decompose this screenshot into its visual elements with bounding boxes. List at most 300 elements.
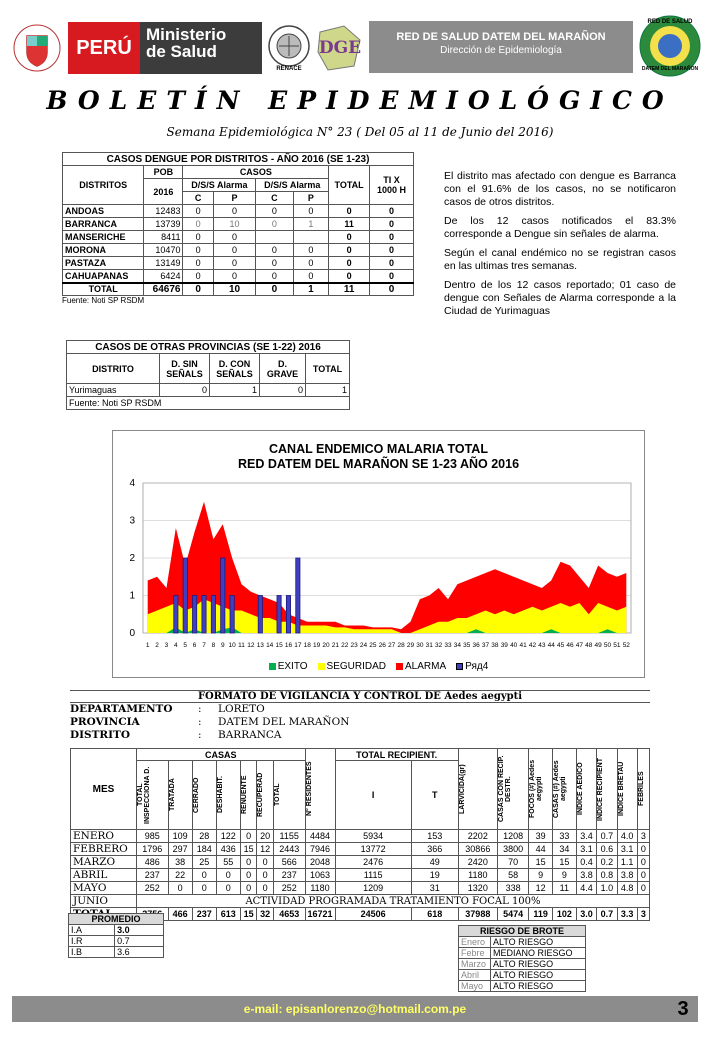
legend-exito-label: EXITO — [277, 661, 308, 672]
dengue-row — [63, 244, 414, 257]
x-tick-label: 49 — [594, 642, 602, 649]
dengue-cell-d: ANDOAS — [63, 205, 144, 218]
h-ti: TI X 1000 H — [370, 166, 414, 205]
dengue-cell-pob: 6424 — [144, 270, 183, 283]
provinces-table — [66, 340, 350, 410]
formato-cell: 2202 — [458, 830, 497, 843]
formato-mes: FEBRERO — [71, 843, 137, 856]
total-c2: 0 — [256, 283, 293, 296]
formato-cell: 0 — [192, 882, 216, 895]
dengue-cell-c2: 0 — [256, 244, 293, 257]
h-p1: P — [213, 192, 256, 205]
prov-source: Fuente: Noti SP RSDM — [67, 397, 350, 410]
formato-total-cell: 16721 — [305, 908, 335, 921]
x-tick-label: 16 — [284, 642, 293, 649]
formato-cell: 0 — [216, 882, 240, 895]
dengue-cell-pob: 8411 — [144, 231, 183, 244]
peru-brand: PERÚ — [68, 22, 140, 74]
formato-total-cell: 613 — [216, 908, 240, 921]
x-tick-label: 27 — [388, 642, 396, 649]
promedio-row — [69, 925, 164, 936]
footer-bar — [12, 996, 698, 1022]
formato-cell: 0.4 — [576, 856, 596, 869]
x-tick-label: 50 — [603, 642, 612, 649]
x-tick-label: 52 — [622, 642, 630, 649]
riesgo-value: ALTO RIESGO — [491, 981, 586, 992]
promedio-key: I.R — [69, 936, 115, 947]
formato-cell: 3 — [637, 830, 649, 843]
x-tick-label: 30 — [416, 642, 424, 649]
x-tick-label: 39 — [500, 642, 508, 649]
malaria-chart — [113, 471, 644, 661]
x-tick-label: 5 — [183, 642, 188, 649]
h-dss: D/S/S Alarma — [183, 179, 256, 192]
malaria-chart-frame — [112, 430, 645, 678]
total-c1: 0 — [183, 283, 213, 296]
red-datem-logo — [638, 14, 702, 78]
junio-label: JUNIO — [71, 895, 137, 908]
prov-h-dcon: D. CON SEÑALS — [210, 354, 260, 384]
h-total-casas: TOTAL — [273, 783, 281, 807]
formato-cell: 366 — [411, 843, 458, 856]
series-rad4-bar — [211, 596, 215, 634]
x-tick-label: 29 — [406, 642, 415, 649]
x-tick-label: 28 — [397, 642, 405, 649]
formato-total-cell: 4653 — [273, 908, 305, 921]
formato-cell: 3.1 — [617, 843, 637, 856]
dengue-table-title: CASOS DENGUE POR DISTRITOS - AÑO 2016 (SE 1-23) — [63, 153, 414, 166]
h-focos: FOCOS (#) Aedes aegypti — [529, 759, 544, 819]
prov-h-dsin: D. SIN SEÑALS — [160, 354, 210, 384]
total-ti: 0 — [370, 283, 414, 296]
dengue-cell-p2: 1 — [293, 218, 329, 231]
x-tick-label: 42 — [528, 642, 537, 649]
promedio-key: I.B — [69, 947, 115, 958]
riesgo-value: ALTO RIESGO — [491, 970, 586, 981]
formato-row — [71, 830, 650, 843]
prov-h-distrito: DISTRITO — [67, 354, 160, 384]
formato-total-cell: 237 — [192, 908, 216, 921]
formato-row — [71, 869, 650, 882]
formato-cell: 184 — [192, 843, 216, 856]
h-cerrado: CERRADO — [192, 777, 200, 813]
x-tick-label: 46 — [566, 642, 574, 649]
series-rad4-bar — [286, 596, 290, 634]
x-tick-label: 21 — [331, 642, 340, 649]
formato-cell: 0 — [192, 869, 216, 882]
dengue-cell-c2: 0 — [256, 218, 293, 231]
renace-logo — [266, 22, 312, 74]
prov-row-t: 1 — [306, 384, 350, 397]
promedio-value: 3.6 — [115, 947, 164, 958]
dengue-cell-c2: 0 — [256, 257, 293, 270]
x-tick-label: 44 — [547, 642, 555, 649]
dengue-cell-ti: 0 — [370, 244, 414, 257]
dengue-cell-pob: 13739 — [144, 218, 183, 231]
prov-label: PROVINCIA — [70, 716, 140, 728]
riesgo-value: MEDIANO RIESGO — [491, 948, 586, 959]
formato-total-cell: 618 — [411, 908, 458, 921]
series-rad4-bar — [202, 596, 206, 634]
x-tick-label: 10 — [228, 642, 236, 649]
dengue-cell-p1: 0 — [213, 244, 256, 257]
dengue-cell-c1: 0 — [183, 205, 213, 218]
x-tick-label: 15 — [275, 642, 283, 649]
dist-colon: : — [198, 729, 202, 741]
x-tick-label: 40 — [510, 642, 518, 649]
riesgo-month: Marzo — [459, 959, 491, 970]
formato-cell: 985 — [137, 830, 169, 843]
legend-rad4-label: Ряд4 — [465, 661, 489, 672]
dengue-cell-ti: 0 — [370, 231, 414, 244]
formato-total-cell: 119 — [529, 908, 552, 921]
dep-label: DEPARTAMENTO — [70, 703, 173, 715]
red-logo-top: RED DE SALUD — [647, 19, 693, 25]
formato-cell: 55 — [216, 856, 240, 869]
riesgo-row — [459, 937, 586, 948]
x-tick-label: 1 — [145, 642, 150, 649]
h-febriles: FEBRILES — [637, 771, 645, 807]
formato-total-cell: 32 — [257, 908, 274, 921]
dist-label: DISTRITO — [70, 729, 131, 741]
formato-table — [70, 748, 650, 921]
ministerio-line2: de Salud — [146, 42, 217, 61]
formato-cell: 9 — [552, 869, 576, 882]
formato-total-cell: 5474 — [497, 908, 529, 921]
dengue-cell-c2: 0 — [256, 270, 293, 283]
dengue-cell-pob: 12483 — [144, 205, 183, 218]
dengue-cell-d: MORONA — [63, 244, 144, 257]
formato-cell: 3.1 — [576, 843, 596, 856]
total-p1: 10 — [213, 283, 256, 296]
dengue-cell-p1: 0 — [213, 270, 256, 283]
h-distritos: DISTRITOS — [63, 166, 144, 205]
x-tick-label: 4 — [174, 642, 178, 649]
formato-cell: 12 — [257, 843, 274, 856]
total-t: 11 — [329, 283, 370, 296]
h-t: T — [411, 761, 458, 830]
formato-cell: 3.4 — [576, 830, 596, 843]
h-c2: C — [256, 192, 293, 205]
formato-cell: 5934 — [335, 830, 411, 843]
formato-cell: 2476 — [335, 856, 411, 869]
dep-value: LORETO — [218, 703, 265, 715]
dengue-cell-d: BARRANCA — [63, 218, 144, 231]
riesgo-row — [459, 981, 586, 992]
formato-cell: 0.6 — [597, 843, 617, 856]
riesgo-title: RIESGO DE BROTE — [459, 926, 586, 937]
x-tick-label: 14 — [266, 642, 274, 649]
bulletin-title: BOLETÍN EPIDEMIOLÓGICO — [46, 86, 674, 115]
dengue-cell-d: PASTAZA — [63, 257, 144, 270]
dengue-cell-p2 — [293, 231, 329, 244]
x-tick-label: 38 — [491, 642, 499, 649]
dengue-cell-p2: 0 — [293, 205, 329, 218]
renace-label: RENACE — [276, 66, 302, 72]
formato-cell: 237 — [137, 869, 169, 882]
x-tick-label: 8 — [211, 642, 216, 649]
series-rad4-bar — [296, 558, 300, 633]
dengue-cell-d: MANSERICHE — [63, 231, 144, 244]
formato-total-cell: 3 — [637, 908, 649, 921]
formato-cell: 33 — [552, 830, 576, 843]
formato-cell: 1.1 — [617, 856, 637, 869]
series-rad4-bar — [277, 596, 281, 634]
formato-cell: 1796 — [137, 843, 169, 856]
h-casas-aedes: CASAS (#) Aedes aegypti — [552, 760, 567, 818]
formato-cell: 12 — [529, 882, 552, 895]
formato-cell: 3800 — [497, 843, 529, 856]
formato-cell: 0 — [168, 882, 192, 895]
x-tick-label: 18 — [303, 642, 311, 649]
dengue-cell-pob: 13149 — [144, 257, 183, 270]
formato-cell: 0 — [637, 882, 649, 895]
h-recip: TOTAL RECIPIENT. — [335, 749, 458, 761]
h-residentes: N° RESIDENTES — [305, 761, 313, 817]
formato-cell: 9 — [529, 869, 552, 882]
formato-cell: 39 — [529, 830, 552, 843]
dengue-cell-c1: 0 — [183, 257, 213, 270]
y-tick-label: 1 — [129, 590, 135, 602]
formato-cell: 109 — [168, 830, 192, 843]
riesgo-month: Abril — [459, 970, 491, 981]
promedio-row — [69, 936, 164, 947]
promedio-row — [69, 947, 164, 958]
formato-cell: 1180 — [305, 882, 335, 895]
formato-cell: 70 — [497, 856, 529, 869]
formato-cell: 0 — [240, 869, 257, 882]
h-recuperad: RECUPERAD — [257, 772, 265, 818]
h-casos: CASOS — [183, 166, 329, 179]
promedio-value: 3.0 — [115, 925, 164, 936]
dengue-table — [62, 152, 414, 296]
x-tick-label: 17 — [294, 642, 302, 649]
h-deshabit: DESHABIT. — [216, 776, 224, 814]
formato-cell: 252 — [273, 882, 305, 895]
dengue-cell-ti: 0 — [370, 270, 414, 283]
prov-h-dgrave: D. GRAVE — [260, 354, 306, 384]
dengue-source: Fuente: Noti SP RSDM — [62, 296, 145, 305]
formato-cell: 297 — [168, 843, 192, 856]
h-pob-year: 2016 — [144, 179, 183, 205]
red-title: RED DE SALUD DATEM DEL MARAÑON — [396, 31, 606, 43]
dengue-cell-pob: 10470 — [144, 244, 183, 257]
dep-row — [70, 703, 650, 716]
formato-cell: 122 — [216, 830, 240, 843]
ministerio-line1: Ministerio — [146, 25, 227, 44]
formato-cell: 7946 — [305, 843, 335, 856]
formato-cell: 0.8 — [597, 869, 617, 882]
h-casas-recip: CASAS CON RECIP. DESTR. — [497, 755, 512, 823]
x-tick-label: 51 — [613, 642, 621, 649]
x-tick-label: 13 — [256, 642, 264, 649]
junio-text: ACTIVIDAD PROGRAMADA TRATAMIENTO FOCAL 100% — [137, 895, 650, 908]
dengue-cell-c1: 0 — [183, 270, 213, 283]
bulletin-subtitle: Semana Epidemiológica N° 23 ( Del 05 al 11 de Junio del 2016) — [166, 125, 554, 139]
total-p2: 1 — [293, 283, 329, 296]
x-tick-label: 11 — [238, 642, 245, 649]
x-tick-label: 34 — [453, 642, 462, 649]
dengue-cell-p1: 10 — [213, 218, 256, 231]
x-tick-label: 47 — [575, 642, 584, 649]
footer-email[interactable]: e-mail: episanlorenzo@hotmail.com.pe — [243, 1002, 467, 1016]
x-tick-label: 48 — [585, 642, 593, 649]
formato-cell: 0 — [637, 856, 649, 869]
formato-block — [70, 690, 650, 921]
formato-cell: 1208 — [497, 830, 529, 843]
formato-cell: 4484 — [305, 830, 335, 843]
dengue-cell-t: 0 — [329, 270, 370, 283]
prov-colon: : — [198, 716, 202, 728]
x-tick-label: 24 — [359, 642, 368, 649]
paragraph-4: Dentro de los 12 casos reportado; 01 caso de dengue con Señales de Alarma corresponde a la Ciudad de Yurimaguas — [444, 279, 676, 317]
chart-subtitle: RED DATEM DEL MARAÑON SE 1-23 AÑO 2016 — [237, 457, 520, 471]
legend-seguridad-label: SEGURIDAD — [326, 661, 386, 672]
promedio-title: PROMEDIO — [69, 914, 164, 925]
formato-cell: 338 — [497, 882, 529, 895]
h-mes: MES — [71, 749, 137, 830]
riesgo-month: Mayo — [459, 981, 491, 992]
formato-cell: 3.8 — [617, 869, 637, 882]
formato-cell: 38 — [168, 856, 192, 869]
promedio-block — [68, 913, 164, 958]
promedio-key: I.A — [69, 925, 115, 936]
dep-colon: : — [198, 703, 202, 715]
prov-value: DATEM DEL MARAÑON — [218, 716, 350, 728]
x-tick-label: 33 — [444, 642, 452, 649]
riesgo-row — [459, 959, 586, 970]
formato-total-cell: 37988 — [458, 908, 497, 921]
dengue-cell-c1: 0 — [183, 218, 213, 231]
legend-item-alarma — [396, 661, 446, 672]
formato-mes: MAYO — [71, 882, 137, 895]
red-salud-banner — [369, 21, 633, 73]
dengue-cell-ti: 0 — [370, 257, 414, 270]
h-total: TOTAL — [329, 166, 370, 205]
formato-cell: 19 — [411, 869, 458, 882]
formato-cell: 28 — [192, 830, 216, 843]
formato-cell: 2443 — [273, 843, 305, 856]
h-dcs: D/S/S Alarma — [256, 179, 329, 192]
series-rad4-bar — [258, 596, 262, 634]
riesgo-value: ALTO RIESGO — [491, 937, 586, 948]
formato-cell: 1320 — [458, 882, 497, 895]
provinces-table-block — [66, 340, 350, 410]
formato-cell: 2048 — [305, 856, 335, 869]
x-tick-label: 6 — [192, 642, 197, 649]
x-tick-label: 35 — [463, 642, 471, 649]
paragraph-1: El distrito mas afectado con dengue es Barranca con el 91.6% de los casos, no se notificaron casos de otros distritos. — [444, 170, 676, 208]
h-ia: INDICE AEDICO — [576, 762, 584, 816]
formato-cell: 4.4 — [576, 882, 596, 895]
prov-row-distrito: Yurimaguas — [67, 384, 160, 397]
dengue-cell-p2: 0 — [293, 244, 329, 257]
dge-label: DGE — [318, 38, 362, 58]
formato-mes: MARZO — [71, 856, 137, 869]
formato-cell: 1155 — [273, 830, 305, 843]
riesgo-row — [459, 970, 586, 981]
dengue-cell-d: CAHUAPANAS — [63, 270, 144, 283]
dengue-cell-t: 0 — [329, 205, 370, 218]
dengue-cell-p2: 0 — [293, 257, 329, 270]
formato-total-cell: 3.3 — [617, 908, 637, 921]
h-renuente: RENUENTE — [240, 775, 248, 815]
formato-cell: 34 — [552, 843, 576, 856]
x-tick-label: 2 — [155, 642, 159, 649]
formato-cell: 486 — [137, 856, 169, 869]
h-i: I — [335, 761, 411, 830]
dengue-cell-p1: 0 — [213, 231, 256, 244]
formato-cell: 20 — [257, 830, 274, 843]
riesgo-row — [459, 948, 586, 959]
prov-row-a: 0 — [160, 384, 210, 397]
x-tick-label: 20 — [322, 642, 330, 649]
total-pob: 64676 — [144, 283, 183, 296]
formato-cell: 44 — [529, 843, 552, 856]
formato-row — [71, 882, 650, 895]
x-tick-label: 22 — [341, 642, 349, 649]
formato-cell: 0 — [637, 869, 649, 882]
series-rad4-bar — [174, 596, 178, 634]
formato-cell: 15 — [552, 856, 576, 869]
chart-legend — [113, 661, 644, 672]
dist-value: BARRANCA — [218, 729, 282, 741]
formato-row — [71, 856, 650, 869]
formato-total-cell: 102 — [552, 908, 576, 921]
formato-cell: 0 — [257, 882, 274, 895]
x-tick-label: 37 — [481, 642, 490, 649]
formato-total-cell: 466 — [168, 908, 192, 921]
h-p2: P — [293, 192, 329, 205]
dengue-cell-p2: 0 — [293, 270, 329, 283]
formato-total-cell: 24506 — [335, 908, 411, 921]
legend-alarma-label: ALARMA — [405, 661, 447, 672]
x-tick-label: 43 — [538, 642, 546, 649]
red-subtitle: Dirección de Epidemiología — [440, 45, 562, 56]
dengue-cell-t: 0 — [329, 231, 370, 244]
dengue-cell-t: 0 — [329, 257, 370, 270]
ministerio-brand — [140, 22, 262, 74]
promedio-value: 0.7 — [115, 936, 164, 947]
x-tick-label: 23 — [350, 642, 358, 649]
riesgo-month: Enero — [459, 937, 491, 948]
dge-logo — [314, 22, 366, 74]
formato-total-cell: 0.7 — [597, 908, 617, 921]
formato-cell: 3.8 — [576, 869, 596, 882]
h-ir: INDICE RECIPIENT — [597, 757, 605, 821]
formato-cell: 49 — [411, 856, 458, 869]
dengue-cell-t: 11 — [329, 218, 370, 231]
x-tick-label: 32 — [434, 642, 443, 649]
dengue-cell-t: 0 — [329, 244, 370, 257]
dengue-row — [63, 270, 414, 283]
formato-cell: 1209 — [335, 882, 411, 895]
legend-item-exito — [269, 661, 308, 672]
h-ib: INDICE BRETAU — [617, 761, 625, 817]
prov-row — [70, 716, 650, 729]
formato-cell: 15 — [240, 843, 257, 856]
h-c1: C — [183, 192, 213, 205]
chart-title: CANAL ENDEMICO MALARIA TOTAL — [269, 442, 488, 456]
riesgo-table — [458, 925, 586, 992]
formato-cell: 1063 — [305, 869, 335, 882]
legend-item-seguridad — [318, 661, 386, 672]
total-label: TOTAL — [63, 283, 144, 296]
formato-title: FORMATO DE VIGILANCIA Y CONTROL DE Aedes aegypti — [70, 690, 650, 703]
formato-cell: 25 — [192, 856, 216, 869]
formato-cell: 1.0 — [597, 882, 617, 895]
x-tick-label: 9 — [220, 642, 225, 649]
